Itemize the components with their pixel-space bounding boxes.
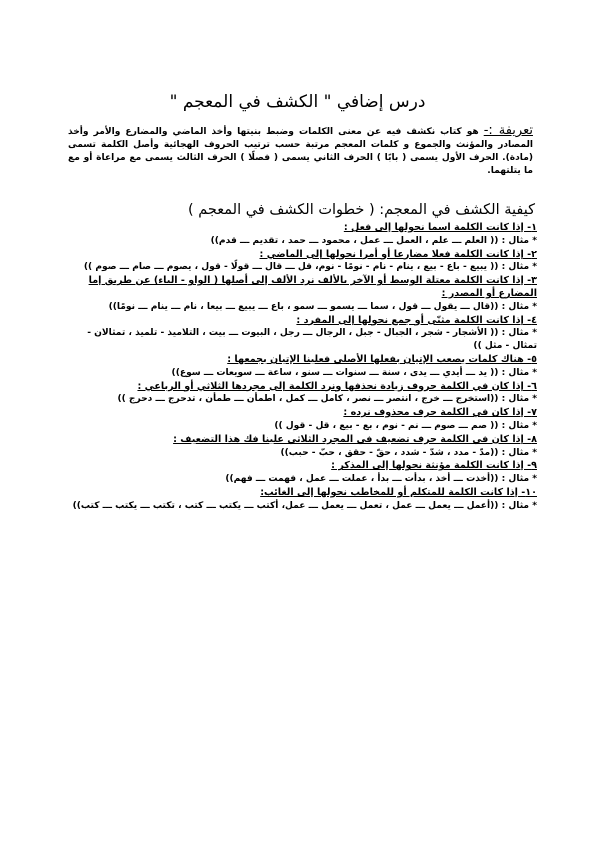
step-example: * مثال : ((مدّ - مدد ، شدّ - شدد ، حقّ - حقق ، حبّ - حبب)) [280,447,537,458]
step-9 [67,460,537,486]
step-example: * مثال : ((أخذت ـــ أخذ ، بدأت ـــ بدأ ، عملت ـــ عمل ، فهمت ـــ فهم)) [225,474,537,485]
definition-term: تعريفة :- [483,123,533,138]
step-example: * مثال : (( صم ـــ صوم ـــ نم - نوم ، بع - بيع ، قل - قول )) [274,420,537,431]
step-example: * مثال : ((استخرج ـــ خرج ، انتصر ـــ نصر ، كامل ـــ كمل ، اطمأن ـــ طمأن ، تدحرج ـــ دحرج )) [117,394,537,405]
step-10 [67,487,537,513]
step-example: * مثال : ((قال ـــ يقول ـــ قول ، سما ـــ يسمو ـــ سمو ، باع ـــ يبيع ـــ بيعا ، نام ـــ ينام ـــ نومًا)) [108,301,537,312]
section-heading: كيفية الكشف في المعجم: ( خطوات الكشف في المعجم ) [188,202,535,218]
step-rule: ٣- إذا كانت الكلمة معتلة الوسط أو الآخر بالألف نرد الألف إلى أصلها ( الواو - الياء) عن طريق إما المضارع أو المصدر : [88,275,537,299]
step-rule: ١- إذا كانت الكلمة اسما نحولها إلى فعل : [343,222,537,233]
step-7 [67,407,537,433]
step-rule: ٥- هناك كلمات يصعب الإتيان بفعلها الأصلي فعلينا الإتيان بجمعها : [227,353,537,365]
step-rule: ٢- إذا كانت الكلمة فعلا مضارعا أو أمرا نحولها إلى الماضي : [259,248,537,260]
step-1 [67,222,537,248]
step-rule: ٩- إذا كانت الكلمة مؤنثة نحولها إلى المذكر : [331,460,537,472]
page-title: درس إضافي " الكشف في المعجم " [169,92,426,112]
step-example: * مثال : (( يبيع - باع - بيع ، ينام - نام - نومًا - نوم، قل ـــ قال ـــ قولًا - قول ، يصوم ـــ صام ـــ صوم )) [83,262,537,273]
step-2 [67,249,537,275]
steps-list [67,221,537,514]
step-5 [67,354,537,380]
step-example: * مثال : (( العلم ـــ علم ، العمل ـــ عمل ، محمود ـــ حمد ، تقديم ـــ قدم)) [210,235,537,246]
definition-text: هو كتاب نكشف فيه عن معنى الكلمات وضبط بنيتها وأخذ الماضي والمضارع والأمر وأخذ المصادر والمؤنث والجموع و كلمات المعجم مرتبة حسب ترتيب الحروف الهجائية وأصل الكلمة تسمى (مادة). الحرف الأول يسمى ( بابًا ) الحرف الثاني يسمى ( فصلًا ) الحرف الثالث يسمى مع مراعاة أو مع ما يتلتهما. [68,127,533,176]
step-4 [67,315,537,353]
step-3 [67,275,537,313]
step-rule: ٨- إذا كان في الكلمة حرف تضعيف في المجرد الثلاثي علينا فك هذا التضعيف : [173,433,537,445]
step-rule: ٦- إذا كان في الكلمة حروف زيادة نحذفها ونرد الكلمة إلى مجردها الثلاثي أو الرباعي : [137,380,537,392]
step-8 [67,434,537,460]
step-rule: ٧- إذا كان في الكلمة حرف محذوف نرده : [343,407,537,419]
step-rule: ١٠- إذا كانت الكلمة للمتكلم أو للمخاطب نحولها إلى الغائب: [260,486,537,498]
step-6 [67,381,537,407]
definition-paragraph [68,124,533,178]
step-example: * مثال : ((أعمل ـــ يعمل ـــ عمل ، تعمل ـــ يعمل ـــ عمل، أكتب ـــ يكتب ـــ كتب ، تكتب ـــ يكتب ـــ كتب)) [72,500,537,511]
step-example: * مثال : (( الأشجار - شجر ، الجبال - جبل ، الرجال ـــ رجل ، البيوت ـــ بيت ، التلاميذ - تلميذ ، تمثالان - تمثال - مثل )) [87,328,537,352]
step-rule: ٤- إذا كانت الكلمة مثنّى أو جمع نحولها إلى المفرد : [296,314,537,326]
step-example: * مثال : (( يد ـــ أيدي ـــ يدى ، سنة ـــ سنوات ـــ سنو ، ساعة ـــ سويعات ـــ سوع)) [171,367,537,378]
